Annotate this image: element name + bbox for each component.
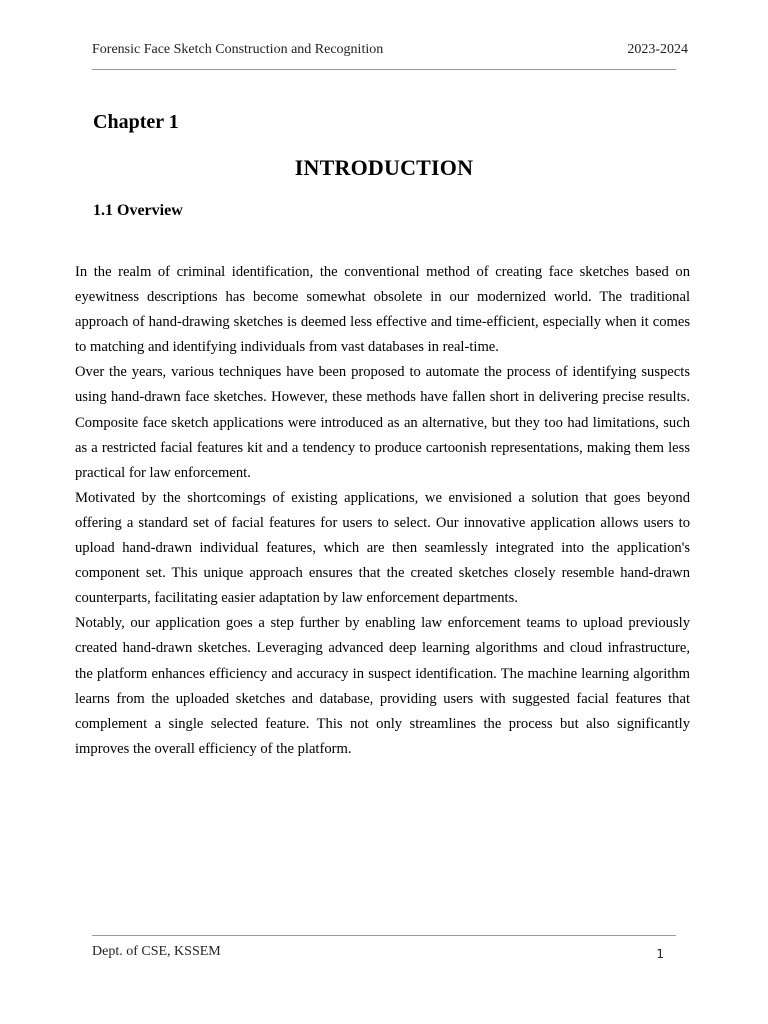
chapter-label: Chapter 1 — [93, 111, 179, 133]
header-divider — [92, 69, 676, 70]
header-title: Forensic Face Sketch Construction and Recognition — [92, 42, 384, 57]
paragraph: Notably, our application goes a step further by enabling law enforcement teams to upload previously created hand-drawn sketches. Leveraging advanced deep learning algorithms and cloud infrastructure, the platform enhances efficiency and accuracy in suspect identification. The machine learning algorithm learns from the uploaded sketches and database, providing users with suggested facial features that complement a single selected feature. This not only streamlines the process but also significantly improves the overall efficiency of the platform. — [75, 615, 690, 757]
page-footer — [92, 944, 664, 964]
body-text — [75, 260, 690, 762]
paragraph: In the realm of criminal identification, the conventional method of creating face sketches based on eyewitness descriptions has become somewhat obsolete in our modernized world. The traditional approach of hand-drawing sketches is deemed less effective and time-efficient, especially when it comes to matching and identifying individuals from vast databases in real-time. — [75, 264, 690, 356]
page-number: 1 — [656, 947, 664, 961]
footer-dept: Dept. of CSE, KSSEM — [92, 944, 221, 959]
section-heading: 1.1 Overview — [93, 202, 183, 219]
page-header — [92, 42, 688, 62]
header-year: 2023-2024 — [627, 42, 688, 57]
paragraph: Motivated by the shortcomings of existing applications, we envisioned a solution that goes beyond offering a standard set of facial features for users to select. Our innovative application allows users to upload hand-drawn individual features, which are then seamlessly integrated into the application's component set. This unique approach ensures that the created sketches closely resemble hand-drawn counterparts, facilitating easier adaptation by law enforcement departments. — [75, 489, 690, 607]
page-title: INTRODUCTION — [294, 155, 474, 180]
paragraph: Over the years, various techniques have been proposed to automate the process of identifying suspects using hand-drawn face sketches. However, these methods have fallen short in delivering precise results. Composite face sketch applications were introduced as an alternative, but they too had limitations, such as a restricted facial features kit and a tendency to produce cartoonish representations, making them less practical for law enforcement. — [75, 364, 690, 481]
footer-divider — [92, 935, 676, 936]
